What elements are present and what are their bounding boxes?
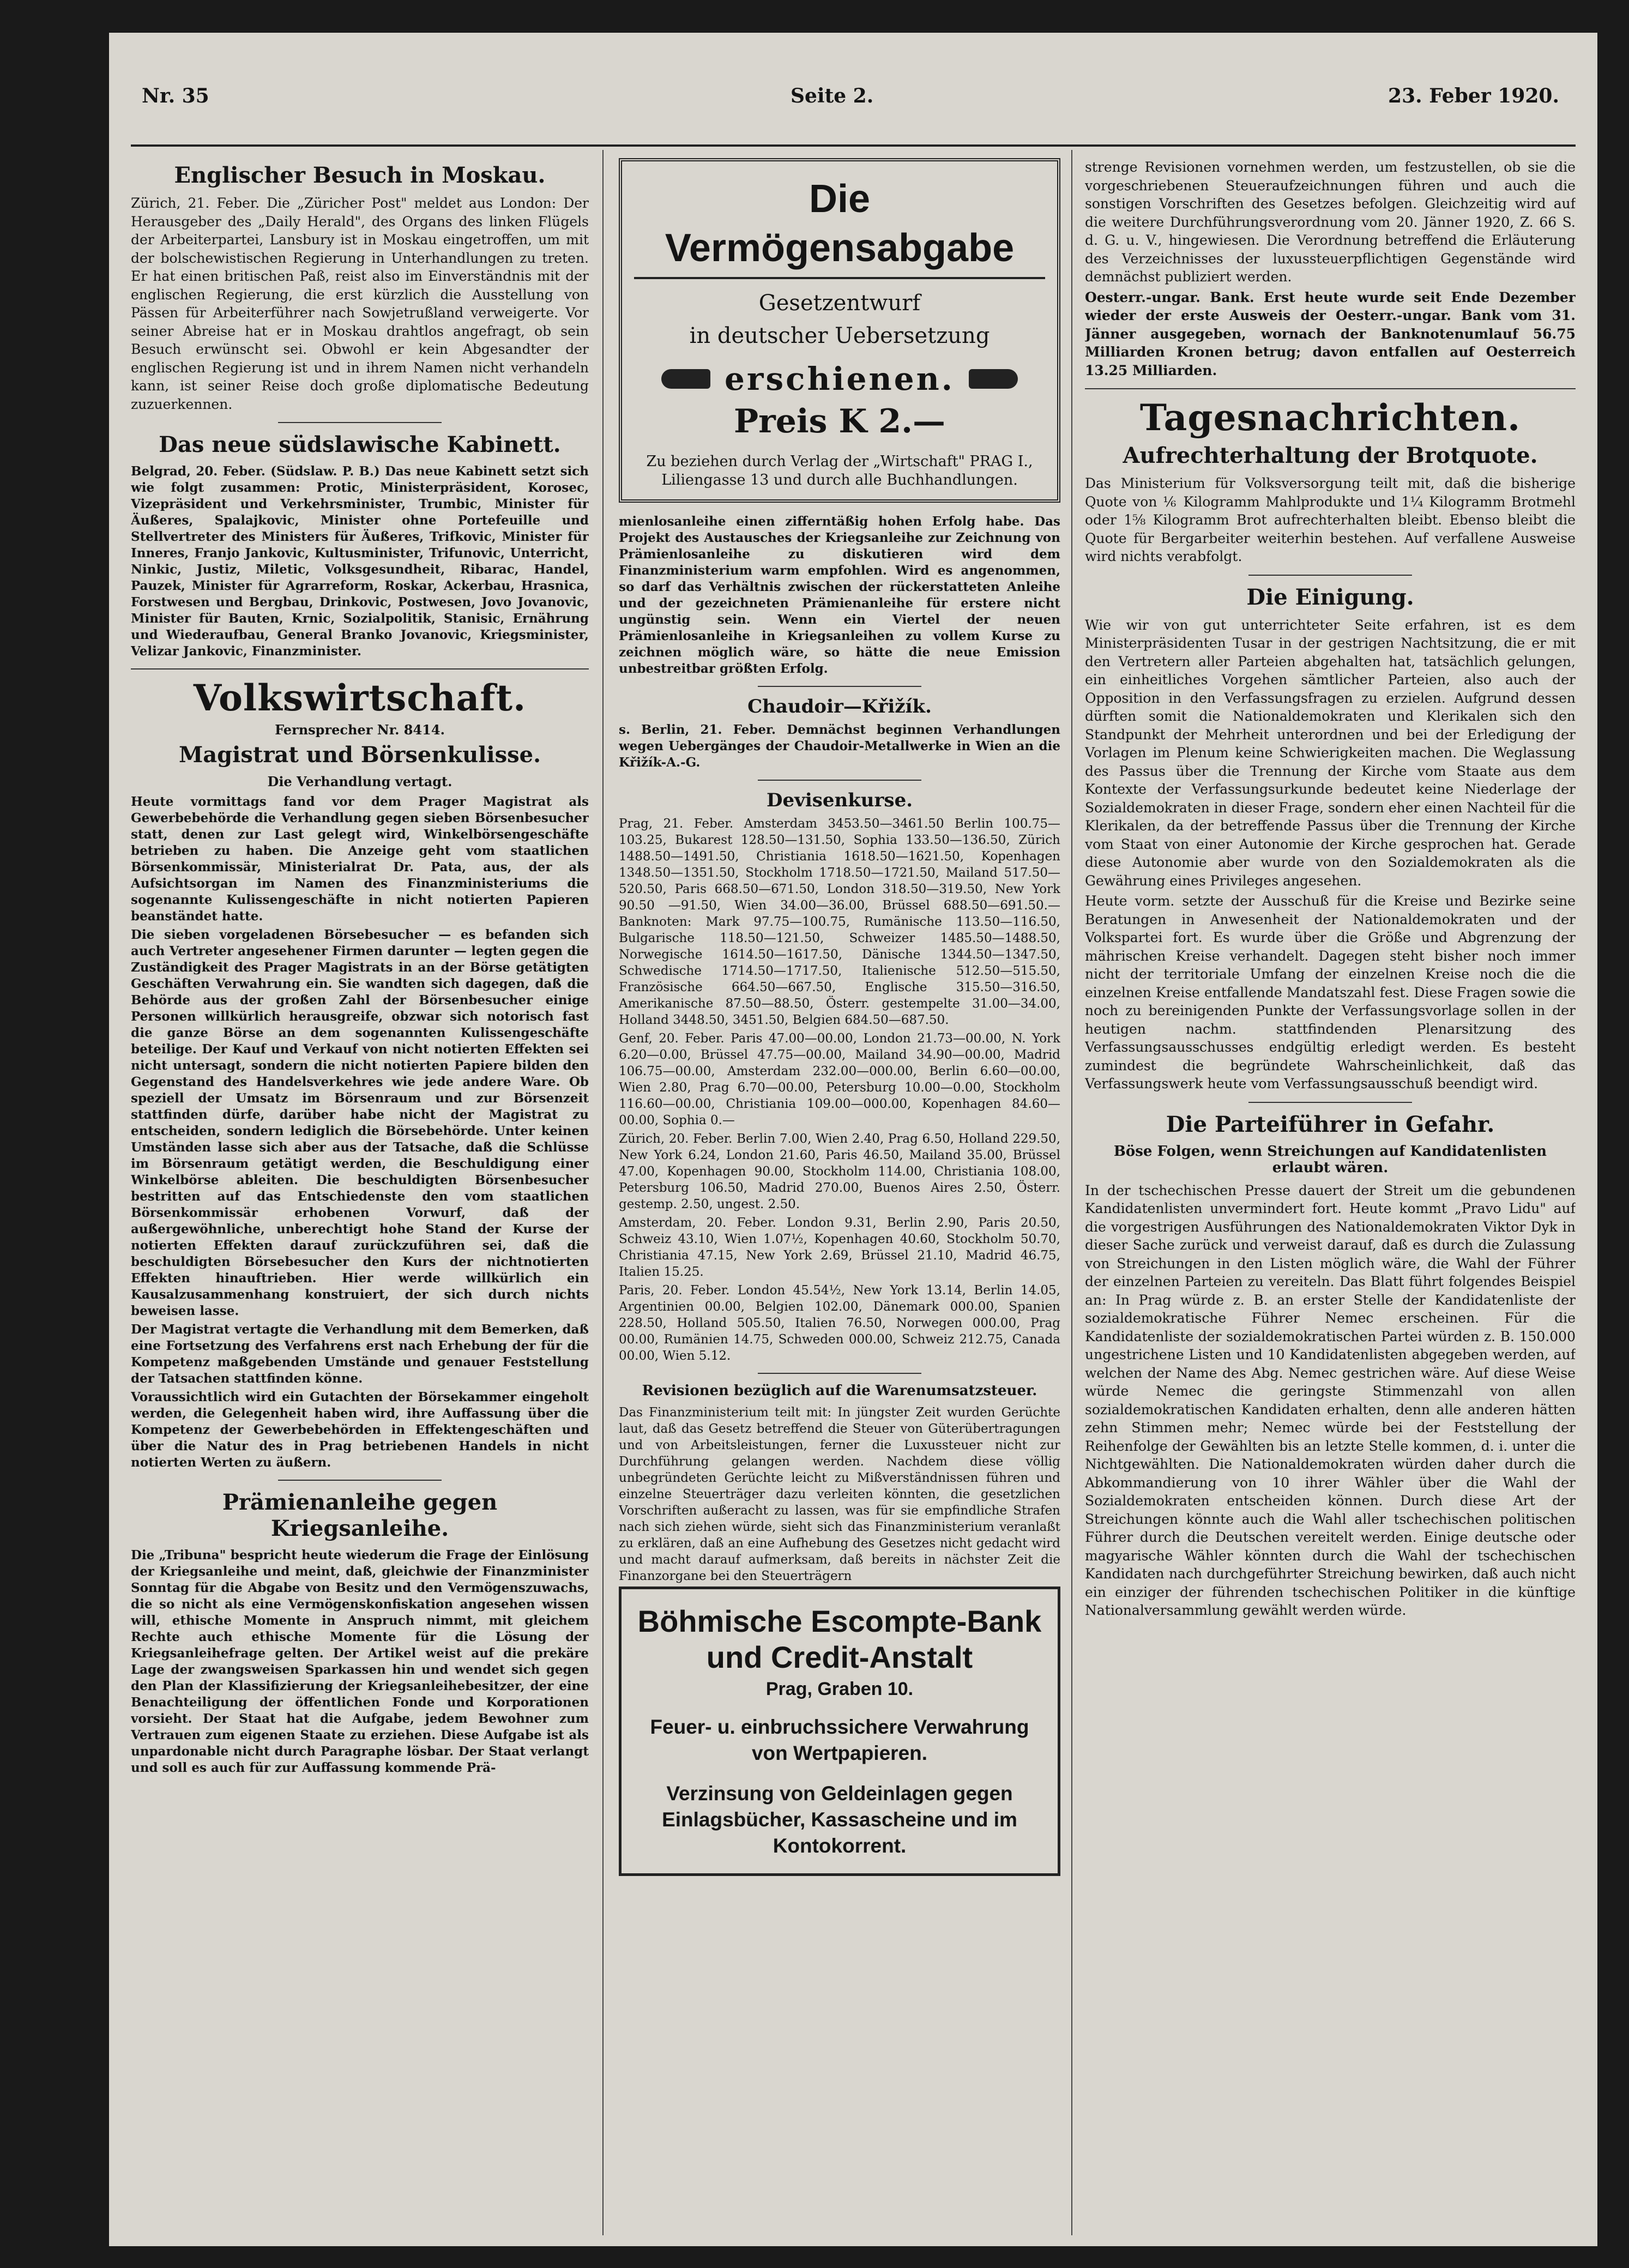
article-title: Die Einigung. <box>1246 584 1414 610</box>
article-title: Englischer Besuch in Moskau. <box>174 162 546 188</box>
pointing-hand-icon <box>661 369 710 389</box>
article-body: Das Ministerium für Volksversorgung teilt mit, daß die bisherige Quote von ⅙ Kilogramm Mahlprodukte und 1¼ Kilogramm Brotmehl oder 1⅝ Kilogramm Brot aufrechterhalten bleibt. Ebenso bleibt die Quote für Bergarbeiter weiterhin bestehen. Auf verfallene Ausweise wird nichts verabfolgt. <box>1085 475 1576 564</box>
section-rule <box>1085 388 1576 389</box>
bank-address: Prag, Graben 10. <box>765 1679 914 1699</box>
divider <box>758 780 921 781</box>
header-rule <box>131 144 1576 147</box>
column-right <box>1085 158 1576 1622</box>
newspaper-page <box>109 33 1597 2246</box>
pointing-hand-icon <box>969 369 1018 389</box>
article-title: Revisionen bezüglich auf die Warenumsatzsteuer. <box>642 1383 1037 1399</box>
bank-name: und Credit-Anstalt <box>706 1640 973 1674</box>
column-divider <box>602 150 604 2235</box>
article-body: mienlosanleihe einen zifferntäßig hohen Erfolg habe. Das Projekt des Austausches der Kriegsanleihe zur Zeichnung von Prämienlosanleihe zu diskutieren wird dem Finanzministerium warm empfohlen. Wird es angenommen, so darf das Verhältnis zwischen der rückerstatteten Anleihe und der gezeichneten Prämienanleihe für erstere nicht ungünstig sein. Wenn ein Viertel der neuen Prämienlosanleihe in Kriegsanleihen zu vollem Kurse zu zeichnen möglich wäre, so hätte die neue Emission unbestreitbar größten Erfolg. <box>619 514 1060 676</box>
article-title: Die Parteiführer in Gefahr. <box>1166 1111 1495 1137</box>
column-middle <box>619 158 1060 1887</box>
article-body: s. Berlin, 21. Feber. Demnächst beginnen Verhandlungen wegen Uebergänges der Chaudoir-Metallwerke in Wien an die Křižík-A.-G. <box>619 722 1060 770</box>
ad-title: Die Vermögensabgabe <box>634 174 1045 279</box>
article-title: Das neue südslawische Kabinett. <box>159 432 561 457</box>
article-body: Die sieben vorgeladenen Börsebesucher — es befanden sich auch Vertreter angesehener Firmen darunter — legten gegen die Zuständigkeit des Prager Magistrats in an der Börse getätigten Geschäften Verwahrung ein. Sie wandten sich dagegen, daß die Behörde aus der großen Zahl der Börsenbesucher einige Personen willkürlich herausgreife, obzwar sich notorisch fast die ganze Börse an dem sogenannten Kulissengeschäfte beteilige. Der Kauf und Verkauf von nicht notierten Effekten sei nicht untersagt, sondern die nicht notierten Papiere bilden den Gegenstand des Handelsverkehres wie jede andere Ware. Ob speziell der Umsatz im Börsenraum und zur Börsenzeit stattfinden dürfe, darüber habe nicht der Magistrat zu entscheiden, sondern lediglich die Börsebehörde. Unter keinen Umständen lasse sich aber aus der Tatsache, daß die Schlüsse im Börsenraum getätigt werden, die Beschuldigung einer Winkelbörse ableiten. Die beschuldigten Börsenbesucher bestritten auf das Entschiedenste den vom staatlichen Börsenkommissär erhobenen Vorwurf, daß der außergewöhnliche, unberechtigt hohe Stand der Kurse der notierten Effekten darauf zurückzuführen sei, daß die beschuldigten Börsebesucher den Kurs der nichtnotierten Effekten hinauftrieben. Hier werde willkürlich ein Kausalzusammenhang konstruiert, der sich durch nichts beweisen lasse. <box>131 927 589 1318</box>
divider <box>278 422 442 423</box>
ad-publisher: Zu beziehen durch Verlag der „Wirtschaft" PRAG I., Liliengasse 13 und durch alle Buchhandlungen. <box>646 453 1033 488</box>
ad-subtitle: in deutscher Uebersetzung <box>689 323 990 348</box>
column-divider <box>1071 150 1072 2235</box>
article-title: Devisenkurse. <box>766 789 913 811</box>
article-body: Das Finanzministerium teilt mit: In jüngster Zeit wurden Gerüchte laut, daß das Gesetz betreffend die Steuer von Güterübertragungen und von Arbeitsleistungen, ferner die Luxussteuer nicht zur Durchführung gelangen werden. Nachdem diese völlig unbegründeten Gerüchte leicht zu Mißverständnissen führen und einzelne Steuerträger dazu verleiten könnten, die gesetzlichen Vorschriften außeracht zu lassen, was für sie empfindliche Strafen nach sich ziehen würde, sieht sich das Finanzministerium veranlaßt zu erklären, daß an eine Aufhebung des Gesetzes nicht gedacht wird und macht darauf aufmerksam, daß bereits in nächster Zeit die Finanzorgane bei den Steuerträgern <box>619 1406 1060 1583</box>
article-subtitle: Böse Folgen, wenn Streichungen auf Kandidatenlisten erlaubt wären. <box>1113 1143 1547 1176</box>
exchange-rates: Prag, 21. Feber. Amsterdam 3453.50—3461.50 Berlin 100.75—103.25, Bukarest 128.50—131.50, Sophia 133.50—136.50, Zürich 1488.50—1491.50, Christiania 1618.50—1621.50, Kopenhagen 1348.50—1351.50, Stockholm 1718.50—1721.50, Mailand 517.50—520.50, Paris 668.50—671.50, London 318.50—319.50, New York 90.50 —91.50, Wien 34.00—36.00, Brüssel 688.50—691.50.— Banknoten: Mark 97.75—100.75, Rumänische 113.50—116.50, Bulgarische 118.50—121.50, Schweizer 1485.50—1488.50, Norwegische 1614.50—1617.50, Dänische 1344.50—1347.50, Schwedische 1714.50—1717.50, Italienische 512.50—515.50, Französische 664.50—667.50, Englische 315.50—316.50, Amerikanische 87.50—88.50, Österr. gestempelte 31.00—34.00, Holland 3448.50, 3451.50, Belgien 684.50—687.50. <box>619 817 1060 1027</box>
article-body: Heute vorm. setzte der Ausschuß für die Kreise und Bezirke seine Beratungen in Anwesenheit der Nationaldemokraten und der Volkspartei fort. Es wurde über die Größe und Abgrenzung der mährischen Kreise verhandelt. Dagegen steht bisher noch immer nicht der territoriale Umfang der einzelnen Kreise noch die die einzelnen Kreise entfallende Mandatszahl fest. Diese Fragen sowie die noch zu bereinigenden Punkte der Verfassungsvorlage sollen in der heutigen nachm. stattfindenden Plenarsitzung des Verfassungsausschusses endgültig erledigt werden. Es besteht zumindest die begründete Wahrscheinlichkeit, daß das Verfassungswerk heute vom Verfassungsausschuß beendigt wird. <box>1085 893 1576 1091</box>
page-number: Seite 2. <box>791 85 874 107</box>
article-body: In der tschechischen Presse dauert der Streit um die gebundenen Kandidatenlisten unvermindert fort. Heute kommt „Pravo Lidu" auf die vorgestrigen Ausführungen des Nationaldemokraten Viktor Dyk in dieser Sache zurück und verweist darauf, daß es durch die Zulassung von Streichungen in den Listen möglich wäre, die Wahl der Führer der einzelnen Parteien zu vereiteln. Das Blatt führt folgendes Beispiel an: In Prag würde z. B. an erster Stelle der Kandidatenliste der sozialdemokratische Führer Nemec erscheinen. Für die Kandidatenliste der sozialdemokratischen Partei würden z. B. 150.000 ungestrichene Listen und 10 Kandidatenlisten abgegeben werden, auf welchen der Name des Abg. Nemec gestrichen wäre. Auf diese Weise würde Nemec die geringste Stimmenzahl von allen sozialdemokratischen Kandidaten erhalten, denn alle anderen hätten zehn Stimmen mehr; Nemec würde bei der Feststellung der Reihenfolge der Gewählten bis an letzte Stelle kommen, d. i. unter die Nichtgewählten. Die Nationaldemokraten würden daher durch die Abkommandierung von 10 ihrer Wähler über die Wahl der Sozialdemokraten entscheiden können. Durch diese Art der Streichungen könnte auch die Wahl aller tschechischen politischen Führer durch die Deutschen vereitelt werden. Einige deutsche oder magyarische Wähler könnten durch die Wahl der tschechischen Kandidaten nach durchgeführter Streichung bewirken, daß auch nicht ein einziger der führenden tschechischen Politiker in die künftige Nationalversammlung gewählt werden würde. <box>1085 1182 1576 1618</box>
article-subtitle: Die Verhandlung vertagt. <box>267 774 452 789</box>
article-body: Belgrad, 20. Feber. (Südslaw. P. B.) Das neue Kabinett setzt sich wie folgt zusammen: Protic, Ministerpräsident, Korosec, Vizepräsident und Verkehrsminister, Trumbic, Minister für Äußeres, Spalajkovic, Minister ohne Portefeuille und Stellvertreter des Ministers für Äußeres, Trifkovic, Minister für Inneres, Franjo Jankovic, Kultusminister, Trifunovic, Unterricht, Ninkic, Justiz, Miletic, Volksgesundheit, Ribarac, Handel, Pauzek, Minister für Agrarreform, Roskar, Ackerbau, Hrasnica, Forstwesen und Bergbau, Drinkovic, Postwesen, Jovo Jovanovic, Minister für Bauten, Krnic, Sozialpolitik, Stanisic, Ernährung und Wiederaufbau, General Branko Jovanovic, Kriegsminister, Velizar Jankovic, Finanzminister. <box>131 464 589 659</box>
divider <box>1248 575 1412 576</box>
ad-appeared-text: erschienen. <box>725 360 955 397</box>
ad-subtitle: Gesetzentwurf <box>758 291 921 316</box>
divider <box>278 1480 442 1481</box>
article-body: Heute vormittags fand vor dem Prager Magistrat als Gewerbebehörde die Verhandlung gegen sieben Börsenbesucher statt, denen zur Last gelegt wird, Winkelbörsengeschäfte betrieben zu haben. Die Anzeige geht vom staatlichen Börsenkommissär, Ministerialrat Dr. Pata, aus, der als Aufsichtsorgan im Namen des Finanzministeriums die sogenannte Kulissengeschäfte in nicht notierten Papieren beanständet hatte. <box>131 794 589 924</box>
section-title: Tagesnachrichten. <box>1139 396 1521 439</box>
article-body: Oesterr.-ungar. Bank. Erst heute wurde seit Ende Dezember wieder der erste Ausweis der Oesterr.-ungar. Bank vom 31. Jänner ausgegeben, wornach der Banknotenumlauf 56.75 Milliarden Kronen betrug; davon entfallen auf Oesterreich 13.25 Milliarden. <box>1085 289 1576 378</box>
article-body: Zürich, 21. Feber. Die „Züricher Post" meldet aus London: Der Herausgeber des „Daily Herald", des Organs des linken Flügels der Arbeiterpartei, Lansbury ist in Moskau eingetroffen, um mit der bolschewistischen Regierung in Unterhandlungen zu treten. Er hat einen britischen Paß, reist also im Einverständnis mit der englischen Regierung, die erst kürzlich die Ausstellung von Pässen für Arbeiterführer nach Sowjetrußland verweigerte. Vor seiner Abreise hat er in Moskau drahtlos angefragt, ob sein Besuch erwünscht sei. Obwohl er kein Abgesandter der englischen Regierung ist und in ihrem Namen nicht verhandeln kann, ist seiner Reise doch große diplomatische Bedeutung zuzuerkennen. <box>131 195 589 412</box>
exchange-rates: Zürich, 20. Feber. Berlin 7.00, Wien 2.40, Prag 6.50, Holland 229.50, New York 6.24, London 21.60, Paris 46.50, Mailand 35.00, Brüssel 47.00, Kopenhagen 90.00, Stockholm 114.00, Christiania 108.00, Petersburg 106.50, Madrid 270.00, Buenos Aires 2.50, Österr. gestemp. 2.50, ungest. 2.50. <box>619 1132 1060 1211</box>
ad-appeared <box>634 360 1045 398</box>
article-body: Die „Tribuna" bespricht heute wiederum die Frage der Einlösung der Kriegsanleihe und meint, daß, gleichwie der Finanzminister Sonntag für die Abgabe von Besitz und den Vermögenszuwachs, die so nicht als eine Vermögenskonfiskation angesehen wissen will, ethische Momente in Anspruch nimmt, mit gleichem Rechte auch ethische Momente für die Lösung der Kriegsanleihefrage gelten. Der Artikel weist auf die prekäre Lage der zwangsweisen Sparkassen hin und wendet sich gegen den Plan der Klassifizierung der Kriegsanleihebesitzer, der eine Benachteiligung der öffentlichen Fonde und Korporationen vorsieht. Der Staat hat die Aufgabe, jedem Bewohner zum Vertrauen zum eigenen Staate zu erziehen. Diese Aufgabe ist als unpardonable nicht durch Paragraphe lösbar. Der Staat verlangt und soll es auch für zur Auffassung kommende Prä- <box>131 1548 589 1775</box>
section-rule <box>131 668 589 669</box>
issue-number: Nr. 35 <box>142 85 209 107</box>
divider <box>758 1373 921 1374</box>
advertisement-vermoegensabgabe <box>619 158 1060 503</box>
exchange-rates: Paris, 20. Feber. London 45.54½, New York 13.14, Berlin 14.05, Argentinien 00.00, Belgien 102.00, Dänemark 000.00, Spanien 228.50, Holland 505.50, Italien 76.50, Norwegen 000.00, Prag 00.00, Rumänien 14.75, Schweden 000.00, Schweiz 212.75, Canada 00.00, Wien 5.12. <box>619 1283 1060 1363</box>
article-body: Voraussichtlich wird ein Gutachten der Börsekammer eingeholt werden, die Gelegenheit haben wird, ihre Auffassung über die Kompetenz der Gewerbebehörden in Effektengeschäften und über die Natur des in Prag betriebenen Handels in nicht notierten Werten zu äußern. <box>131 1390 589 1470</box>
article-title: Aufrechterhaltung der Brotquote. <box>1123 443 1538 468</box>
bank-service: Feuer- u. einbruchssichere Verwahrung von Wertpapieren. <box>650 1716 1029 1764</box>
issue-date: 23. Feber 1920. <box>1388 85 1559 107</box>
article-title: Magistrat und Börsenkulisse. <box>178 742 541 768</box>
ad-price: Preis K 2.— <box>733 402 946 441</box>
exchange-rates: Genf, 20. Feber. Paris 47.00—00.00, London 21.73—00.00, N. York 6.20—0.00, Brüssel 47.75—00.00, Mailand 34.90—00.00, Madrid 106.75—00.00, Amsterdam 232.00—000.00, Berlin 6.60—00.00, Wien 2.80, Prag 6.70—00.00, Petersburg 10.00—0.00, Stockholm 116.60—00.00, Christiania 109.00—000.00, Kopenhagen 84.60—00.00, Sophia 0.— <box>619 1032 1060 1127</box>
divider <box>758 686 921 687</box>
article-body: Wie wir von gut unterrichteter Seite erfahren, ist es dem Ministerpräsidenten Tusar in der gestrigen Nachtsitzung, die er mit den Vertretern aller Parteien abgehalten hat, tatsächlich gelungen, ein einheitliches Vorgehen sämtlicher Parteien, also auch der Opposition in den Verfassungsfragen zu erzielen. Aufgrund dessen dürften somit die Nationaldemokraten und Klerikalen sich den Standpunkt der Mehrheit unterordnen und bei der Erledigung der Vorlagen im Plenum keine Schwierigkeiten machen. Die Weglassung des Passus über die Trennung der Kirche vom Staate aus dem Kontexte der Verfassungsurkunde bedeutet keine Niederlage der Sozialdemokraten in dieser Frage, sondern eher einen Nachteil für die Klerikalen, da der betreffende Passus über die Trennung der Kirche vom Staat von einer Autonomie der Kirche gesprochen hat. Gerade diese Autonomie aber wurde von den Sozialdemokraten als die Gewährung eines Privileges angesehen. <box>1085 617 1576 889</box>
exchange-rates: Amsterdam, 20. Feber. London 9.31, Berlin 2.90, Paris 20.50, Schweiz 43.10, Wien 1.07½, Kopenhagen 40.60, Stockholm 50.70, Christiania 47.15, New York 2.69, Brüssel 21.10, Madrid 46.75, Italien 15.25. <box>619 1216 1060 1279</box>
article-title: Chaudoir—Křižík. <box>747 696 932 717</box>
advertisement-bank <box>619 1587 1060 1876</box>
section-title: Volkswirtschaft. <box>193 677 527 719</box>
bank-service: Verzinsung von Geldeinlagen gegen Einlagsbücher, Kassascheine und im Kontokorrent. <box>662 1782 1017 1857</box>
article-title: Prämienanleihe gegen Kriegsanleihe. <box>222 1489 498 1541</box>
column-left <box>131 158 589 1778</box>
divider <box>1248 1102 1412 1103</box>
article-body: Der Magistrat vertagte die Verhandlung mit dem Bemerken, daß eine Fortsetzung des Verfahrens erst nach Erhebung der für die Kompetenz maßgebenden Umstände und genauer Feststellung der Tatsachen stattfinden könne. <box>131 1322 589 1386</box>
section-phone: Fernsprecher Nr. 8414. <box>275 722 445 738</box>
article-body: strenge Revisionen vornehmen werden, um festzustellen, ob sie die vorgeschriebenen Steueraufzeichnungen führen und auch die sonstigen Vorschriften des Gesetzes befolgen. Gleichzeitig wird auf die weitere Durchführungsverordnung vom 20. Jänner 1920, Z. 66 S. d. G. u. V., hingewiesen. Die Verordnung betreffend die Erläuterung des Verzeichnisses der luxussteuerpflichtigen Gegenstände wird demnächst publiziert werden. <box>1085 159 1576 285</box>
bank-name: Böhmische Escompte-Bank <box>637 1604 1042 1638</box>
